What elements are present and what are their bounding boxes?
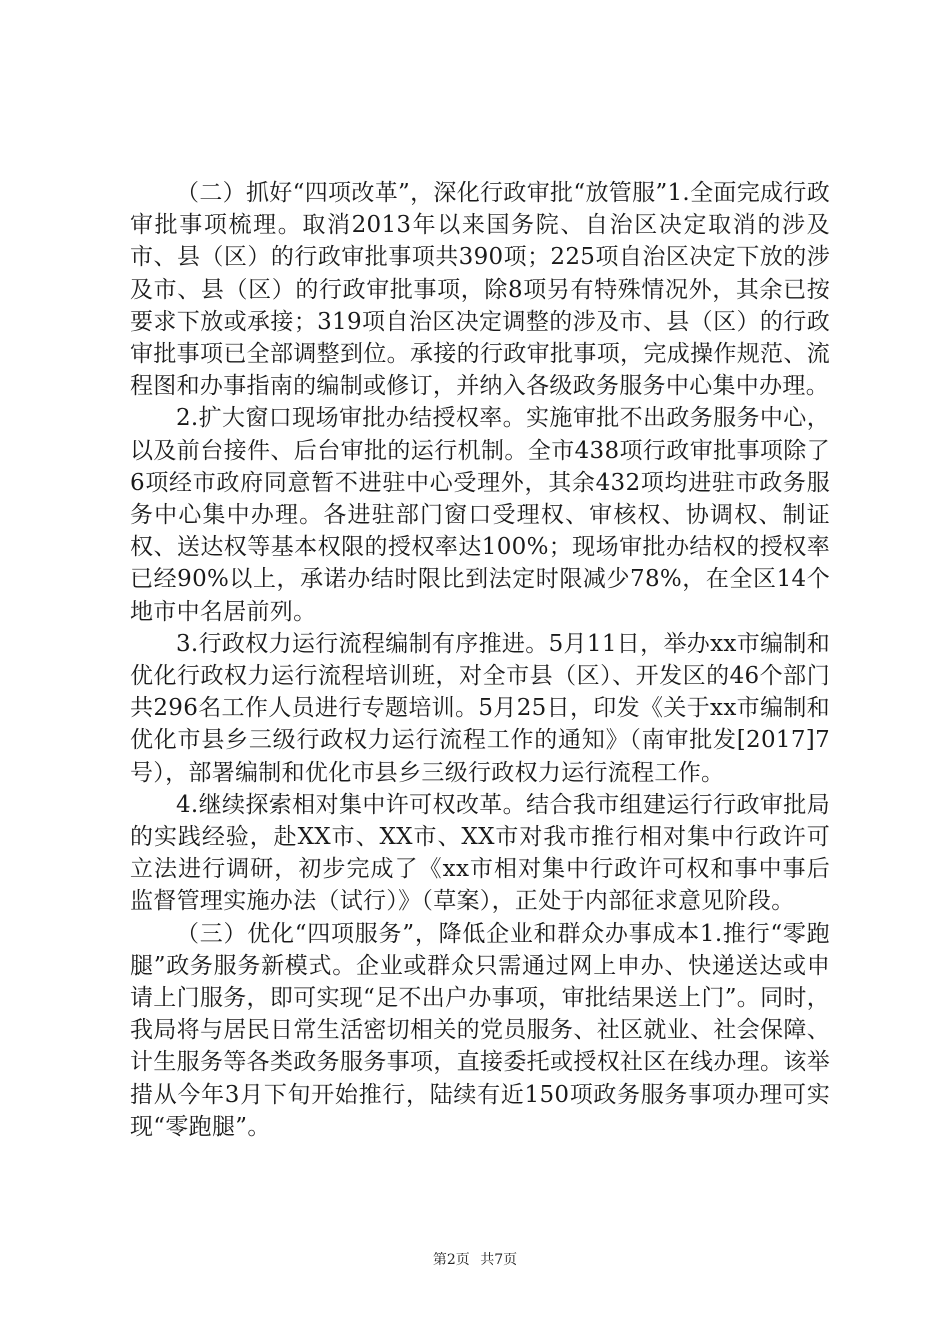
page-total: 共7页	[480, 1252, 518, 1268]
paragraph-service-section: （三）优化“四项服务”，降低企业和群众办事成本1.推行“零跑腿”政务服务新模式。企业或群众只需通过网上申办、快递送达或申请上门服务，即可实现“足不出户办事项，审批结果送上门”。同时，我局将与居民日常生活密切相关的党员服务、社区就业、社会保障、计生服务等各类政务服务事项，直接委托或授权社区在线办理。该举措从今年3月下旬开始推行，陆续有近150项政务服务事项办理可实现“零跑腿”。	[130, 920, 830, 1140]
page-footer	[0, 1250, 950, 1270]
page-number: 第2页	[432, 1252, 470, 1268]
paragraph-reform-section: （二）抓好“四项改革”，深化行政审批“放管服”1.全面完成行政审批事项梳理。取消2013年以来国务院、自治区决定取消的涉及市、县（区）的行政审批事项共390项；225项自治区决定下放的涉及市、县（区）的行政审批事项，除8项另有特殊情况外，其余已按要求下放或承接；319项自治区决定调整的涉及市、县（区）的行政审批事项已全部调整到位。承接的行政审批事项，完成操作规范、流程图和办事指南的编制或修订，并纳入各级政务服务中心集中办理。	[130, 180, 830, 400]
document-body	[130, 177, 830, 1143]
paragraph-power-process: 3.行政权力运行流程编制有序推进。5月11日，举办xx市编制和优化行政权力运行流程培训班，对全市县（区）、开发区的46个部门共296名工作人员进行专题培训。5月25日，印发《关于xx市编制和优化市县乡三级行政权力运行流程工作的通知》（南审批发[2017]7号），部署编制和优化市县乡三级行政权力运行流程工作。	[130, 630, 830, 786]
paragraph-license-reform: 4.继续探索相对集中许可权改革。结合我市组建运行行政审批局的实践经验，赴XX市、XX市、XX市对我市推行相对集中行政许可立法进行调研，初步完成了《xx市相对集中行政许可权和事中事后监督管理实施办法（试行）》（草案），正处于内部征求意见阶段。	[130, 791, 830, 915]
paragraph-window-approval: 2.扩大窗口现场审批办结授权率。实施审批不出政务服务中心，以及前台接件、后台审批的运行机制。全市438项行政审批事项除了6项经市政府同意暂不进驻中心受理外，其余432项均进驻市政务服务中心集中办理。各进驻部门窗口受理权、审核权、协调权、制证权、送达权等基本权限的授权率达100%；现场审批办结权的授权率已经90%以上，承诺办结时限比到法定时限减少78%，在全区14个地市中名居前列。	[130, 405, 830, 625]
